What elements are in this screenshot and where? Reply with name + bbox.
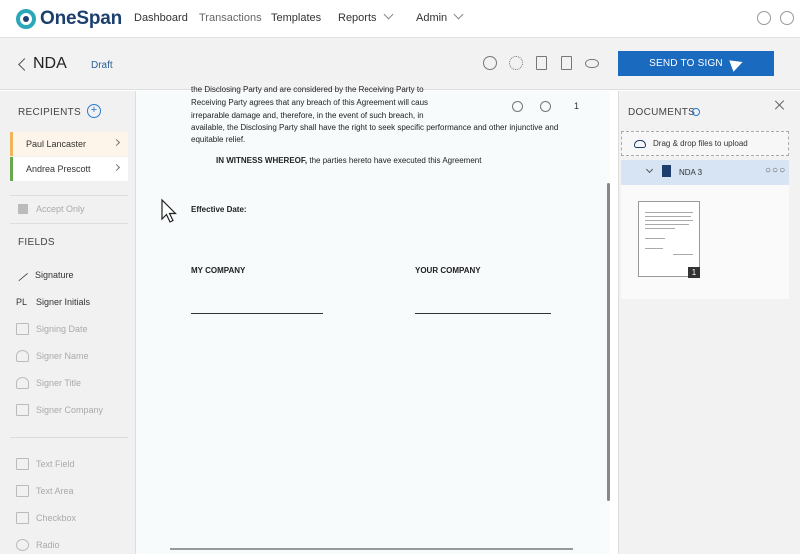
field-signer-name[interactable]	[16, 349, 89, 363]
field-label: Signer Name	[36, 351, 89, 361]
chevron-right-icon	[113, 139, 120, 146]
globe-icon[interactable]	[757, 11, 771, 25]
page-number[interactable]: 1	[574, 101, 580, 111]
field-label: Signer Initials	[36, 297, 91, 307]
field-text-area[interactable]	[16, 484, 74, 498]
field-signature[interactable]	[16, 268, 74, 282]
document-name: NDA 3	[679, 168, 703, 177]
field-radio[interactable]	[16, 538, 60, 552]
onespan-logo[interactable]	[16, 8, 122, 30]
chevron-left-icon[interactable]	[18, 58, 31, 71]
text-area-icon	[16, 485, 29, 497]
thumbnail-area	[621, 185, 789, 299]
package-title: NDA	[33, 55, 67, 72]
chevron-right-icon	[113, 164, 120, 171]
status-badge: Draft	[91, 60, 113, 71]
field-signing-date[interactable]	[16, 322, 88, 336]
divider	[10, 223, 128, 224]
nav-templates[interactable]: Templates	[271, 12, 322, 24]
chevron-down-icon[interactable]	[646, 166, 653, 173]
recipient-name: Andrea Prescott	[26, 164, 91, 174]
field-label: Signer Title	[36, 378, 82, 388]
thumb-line	[645, 224, 689, 225]
document-text-line: irreparable damage and, therefore, in the event of such breach, in	[191, 111, 424, 120]
my-company-label: MY COMPANY	[191, 266, 246, 275]
document-viewer[interactable]	[136, 85, 610, 554]
field-signer-company[interactable]	[16, 403, 103, 417]
send-to-sign-button[interactable]	[618, 51, 774, 76]
vertical-scrollbar[interactable]	[607, 183, 610, 501]
zoom-toolbar	[412, 94, 605, 118]
signature-line	[415, 313, 551, 314]
field-label: Radio	[36, 540, 60, 550]
divider	[10, 437, 128, 438]
document-settings-icon[interactable]	[536, 56, 547, 70]
field-checkbox[interactable]	[16, 511, 76, 525]
field-label: Signature	[35, 270, 74, 280]
zoom-in-icon[interactable]	[512, 101, 523, 112]
signature-line	[191, 313, 323, 314]
nav-admin[interactable]	[416, 12, 462, 24]
effective-date-label: Effective Date:	[191, 205, 247, 214]
upload-dropzone[interactable]	[621, 131, 789, 156]
document-icon	[662, 165, 671, 177]
accept-only-checkbox[interactable]	[18, 204, 28, 214]
checkbox-icon	[16, 512, 29, 524]
close-icon[interactable]	[774, 99, 786, 111]
send-plane-icon	[729, 56, 744, 71]
document-row[interactable]	[621, 160, 789, 185]
field-text-field[interactable]	[16, 457, 75, 471]
witness-bold-text: IN WITNESS WHEREOF,	[216, 156, 308, 165]
zoom-out-icon[interactable]	[540, 101, 551, 112]
dropzone-label: Drag & drop files to upload	[653, 139, 748, 148]
nav-transactions[interactable]: Transactions	[199, 12, 262, 24]
thumb-line	[645, 216, 691, 217]
thumb-line	[645, 220, 693, 221]
documents-heading: DOCUMENTS	[628, 107, 696, 118]
document-text-line: equitable relief.	[191, 135, 246, 144]
nav-dashboard[interactable]: Dashboard	[134, 12, 188, 24]
pen-icon	[16, 269, 28, 281]
witness-text: the parties hereto have executed this Agreement	[307, 156, 482, 165]
building-icon	[16, 404, 29, 416]
document-download-icon[interactable]	[561, 56, 572, 70]
calendar-icon	[16, 323, 29, 335]
logo-mark-icon	[16, 9, 36, 29]
fields-heading: FIELDS	[18, 237, 55, 248]
help-icon[interactable]	[780, 11, 794, 25]
field-signer-initials[interactable]	[16, 295, 90, 309]
page-thumbnail[interactable]	[638, 201, 700, 277]
recipient-name: Paul Lancaster	[26, 139, 87, 149]
thumb-line	[645, 228, 675, 229]
witness-clause	[216, 154, 481, 167]
nav-reports[interactable]	[338, 12, 392, 24]
top-navigation	[0, 0, 800, 38]
document-text-line: the Disclosing Party and are considered by the Receiving Party to	[191, 85, 424, 94]
field-label: Signing Date	[36, 324, 88, 334]
field-signer-title[interactable]	[16, 376, 81, 390]
person-title-icon	[16, 377, 29, 389]
thumb-line	[673, 254, 693, 255]
settings-icon[interactable]	[509, 56, 523, 70]
field-label: Text Area	[36, 486, 74, 496]
thumbnail-page-badge: 1	[688, 267, 700, 278]
left-panel	[0, 91, 136, 554]
field-label: Signer Company	[36, 405, 104, 415]
recipients-heading: RECIPIENTS	[18, 107, 82, 118]
initials-icon: PL	[16, 297, 28, 307]
more-options-icon[interactable]: ○○○	[765, 165, 787, 176]
recipient-andrea-prescott[interactable]	[10, 157, 128, 181]
info-icon[interactable]	[483, 56, 497, 70]
add-recipient-icon[interactable]: +	[87, 104, 101, 118]
text-field-icon	[16, 458, 29, 470]
horizontal-scrollbar[interactable]	[170, 548, 573, 550]
chevron-down-icon	[383, 10, 393, 20]
thumb-line	[645, 212, 693, 213]
thumb-line	[645, 248, 663, 249]
chevron-down-icon	[454, 10, 464, 20]
send-to-sign-label: SEND TO SIGN	[649, 58, 723, 69]
accept-only-label: Accept Only	[36, 204, 85, 214]
thumb-line	[645, 238, 665, 239]
document-text-line: Receiving Party agrees that any breach of this Agreement will caus	[191, 98, 429, 107]
eye-icon[interactable]	[585, 59, 599, 68]
logo-text: OneSpan	[40, 8, 123, 29]
nav-admin-label: Admin	[416, 12, 448, 24]
nav-reports-label: Reports	[338, 12, 377, 24]
recipient-paul-lancaster[interactable]	[10, 132, 128, 156]
your-company-label: YOUR COMPANY	[415, 266, 481, 275]
cloud-upload-icon	[634, 140, 646, 148]
add-document-icon[interactable]	[692, 108, 700, 116]
divider	[10, 195, 128, 196]
field-label: Checkbox	[36, 513, 77, 523]
radio-icon	[16, 539, 29, 551]
field-label: Text Field	[36, 459, 75, 469]
person-icon	[16, 350, 29, 362]
documents-panel	[618, 91, 800, 554]
document-text-line: available, the Disclosing Party shall have the right to seek specific performance and other injunctive and	[191, 123, 559, 132]
document-page[interactable]	[136, 85, 607, 554]
